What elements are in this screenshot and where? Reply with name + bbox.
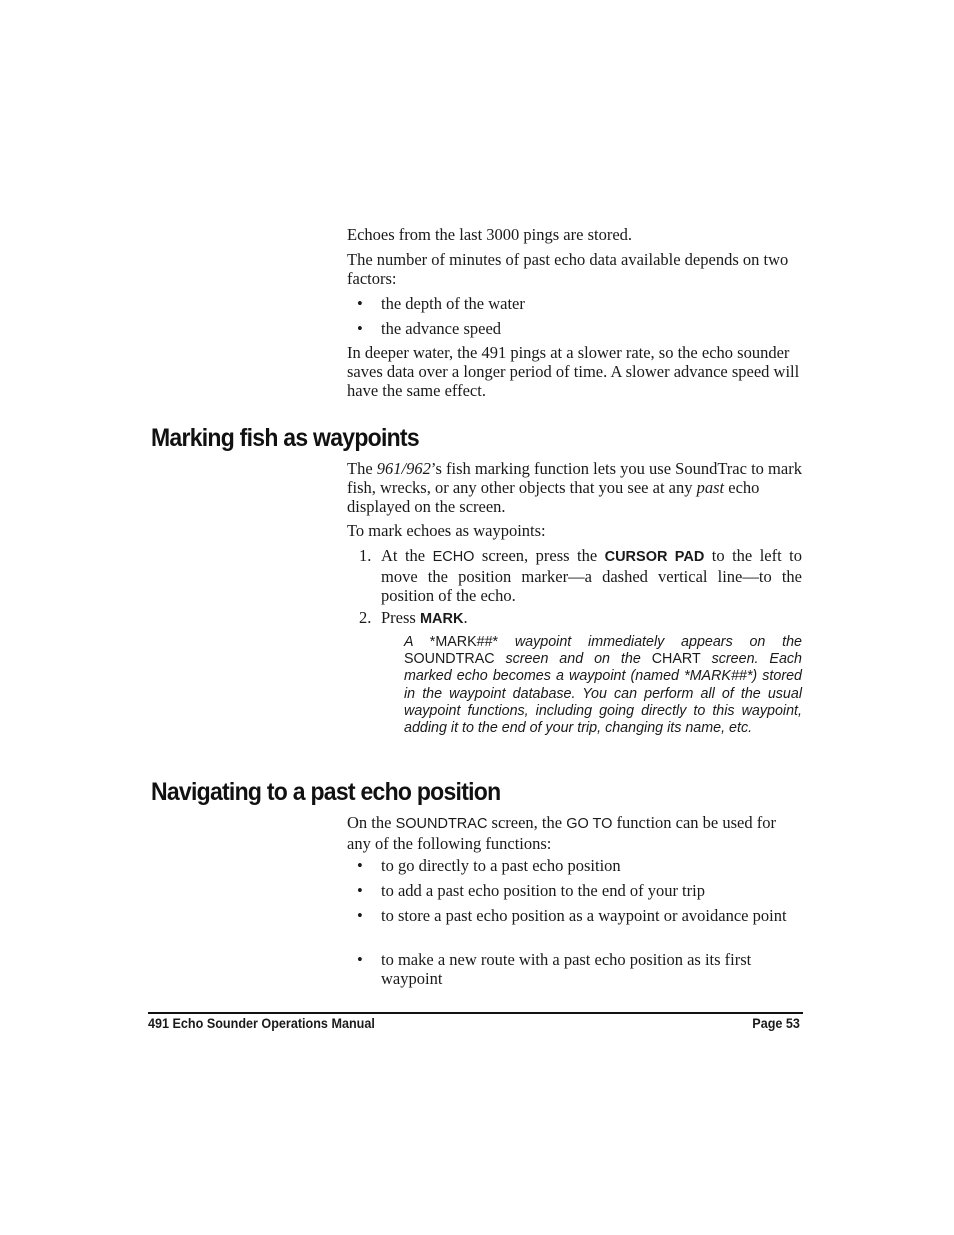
intro-paragraph-3: In deeper water, the 491 pings at a slower rate, so the echo sounder saves data over a longer period of time. A slower advance speed will have the same effect.	[347, 343, 800, 400]
bullet-icon: •	[357, 950, 363, 969]
intro-paragraph-1: Echoes from the last 3000 pings are stored.	[347, 225, 633, 244]
intro-paragraph-2: The number of minutes of past echo data available depends on two factors:	[347, 250, 789, 288]
bullet-icon: •	[357, 906, 363, 925]
section-heading-marking-fish: Marking fish as waypoints	[151, 424, 419, 452]
section-heading-navigating: Navigating to a past echo position	[151, 778, 501, 806]
mark-note: A *MARK##* waypoint immediately appears on the SOUNDTRAC screen and on the CHART screen. Each marked echo becomes a waypoint (named *MARK##*) stored in the waypoint database. You can perform all of the usual waypoint functions, including going directly to this waypoint, adding it to the end of your trip, changing its name, etc.	[404, 634, 802, 737]
bullet-icon: •	[357, 856, 363, 875]
bullet-icon: •	[357, 294, 363, 313]
footer-page-number: Page 53	[752, 1015, 800, 1031]
bullet-icon: •	[357, 319, 363, 338]
marking-paragraph-1: The 961/962’s fish marking function lets you use SoundTrac to mark fish, wrecks, or any other objects that you see at any past echo displayed on the screen.	[347, 459, 802, 516]
footer-manual-title: 491 Echo Sounder Operations Manual	[148, 1015, 375, 1031]
marking-paragraph-2: To mark echoes as waypoints:	[347, 521, 546, 540]
navigating-paragraph-1: On the SOUNDTRAC screen, the GO TO function can be used for any of the following functions:	[347, 813, 776, 853]
bullet-icon: •	[357, 881, 363, 900]
footer-divider	[148, 1012, 803, 1014]
